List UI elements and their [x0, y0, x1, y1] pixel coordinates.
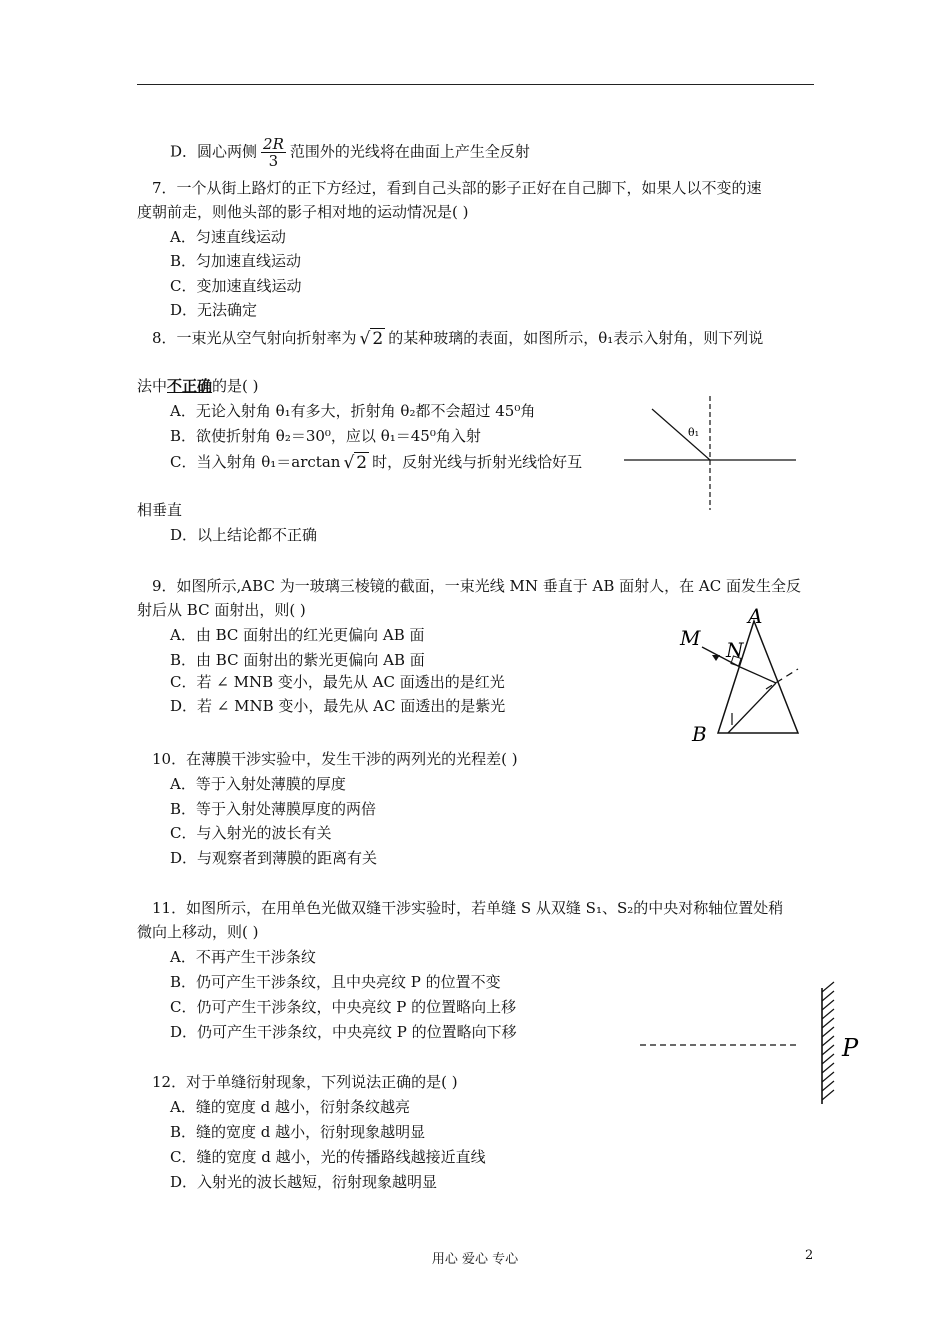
q8-refraction-diagram — [620, 392, 800, 514]
hatch-stroke — [822, 1045, 834, 1055]
q10-option-d: D．与观察者到薄膜的距离有关 — [170, 849, 378, 867]
q6-d-suffix: 范围外的光线将在曲面上产生全反射 — [289, 142, 530, 161]
q9-stem-line1: 9．如图所示,ABC 为一玻璃三棱镜的截面，一束光线 MN 垂直于 AB 面射人，在 AC 面发生全反 — [152, 577, 801, 595]
ray-inside — [740, 667, 776, 683]
fraction — [261, 136, 286, 169]
hatch-stroke — [822, 1090, 834, 1100]
q8-option-b: B．欲使折射角 θ₂＝30⁰，应以 θ₁＝45⁰角入射 — [170, 427, 481, 445]
q11-option-b: B．仍可产生干涉条纹，且中央亮纹 P 的位置不变 — [170, 973, 501, 991]
q10-stem: 10．在薄膜干涉实验中，发生干涉的两列光的光程差( ) — [152, 750, 518, 768]
q7-option-a: A．匀速直线运动 — [170, 228, 286, 246]
ac-normal-dash — [766, 669, 798, 689]
q8-option-a: A．无论入射角 θ₁有多大，折射角 θ₂都不会超过 45⁰角 — [170, 402, 536, 420]
q12-stem: 12．对于单缝衍射现象，下列说法正确的是( ) — [152, 1073, 458, 1091]
sqrt-expression: √ 2 — [359, 329, 384, 349]
label-n: N — [726, 638, 744, 662]
q8-option-d: D．以上结论都不正确 — [170, 526, 318, 544]
hatch-stroke — [822, 1000, 834, 1010]
hatch-stroke — [822, 1036, 834, 1046]
q7-option-b: B．匀加速直线运动 — [170, 252, 302, 270]
label-a: A — [748, 604, 763, 628]
q8-c-pre: C．当入射角 θ₁＝arctan — [170, 453, 341, 471]
q8-stem-post: 的某种玻璃的表面，如图所示，θ₁表示入射角，则下列说 — [388, 329, 764, 347]
label-b: B — [692, 722, 707, 746]
q11-option-d: D．仍可产生干涉条纹，中央亮纹 P 的位置略向下移 — [170, 1023, 517, 1041]
q6-option-d — [170, 136, 530, 169]
q11-stem-line2: 微向上移动，则( ) — [137, 923, 259, 941]
q11-option-a: A．不再产生干涉条纹 — [170, 948, 316, 966]
hatch-stroke — [822, 1018, 834, 1028]
incident-ray — [652, 409, 710, 460]
q8-c-post: 时，反射光线与折射光线恰好互 — [372, 453, 583, 471]
q11-option-c: C．仍可产生干涉条纹，中央亮纹 P 的位置略向上移 — [170, 998, 517, 1016]
q7-stem-line1: 7．一个从街上路灯的正下方经过，看到自己头部的影子正好在自己脚下，如果人以不变的速 — [152, 179, 762, 197]
q7-option-d: D．无法确定 — [170, 301, 258, 319]
fraction-denominator: 3 — [268, 152, 279, 170]
q8-option-c — [170, 452, 582, 473]
sqrt-radicand: 2 — [356, 453, 368, 473]
q8-option-c-continued: 相垂直 — [137, 501, 183, 519]
reflected-ray — [728, 683, 776, 733]
q8-emphasis: 不正确 — [167, 377, 213, 395]
hatch-stroke — [822, 982, 834, 992]
q9-option-b: B．由 BC 面射出的紫光更偏向 AB 面 — [170, 651, 425, 669]
page-number: 2 — [805, 1248, 814, 1263]
q9-prism-diagram — [676, 605, 816, 747]
sqrt-expression: √ 2 — [343, 453, 368, 473]
fraction-numerator: 2R — [263, 135, 284, 153]
q8-stem-line1 — [152, 328, 763, 349]
hatch-stroke — [822, 1081, 834, 1091]
screen-hatching — [822, 982, 834, 1100]
q12-option-d: D．入射光的波长越短，衍射现象越明显 — [170, 1173, 438, 1191]
q8-stem-pre: 8．一束光从空气射向折射率为 — [152, 329, 357, 347]
q8-stem-line2-post: 的是( ) — [212, 377, 259, 395]
q10-option-a: A．等于入射处薄膜的厚度 — [170, 775, 346, 793]
q10-option-c: C．与入射光的波长有关 — [170, 824, 332, 842]
q9-option-c: C．若 ∠ MNB 变小，最先从 AC 面透出的是红光 — [170, 673, 505, 691]
q9-option-d: D．若 ∠ MNB 变小，最先从 AC 面透出的是紫光 — [170, 697, 506, 715]
q9-stem-line2: 射后从 BC 面射出，则( ) — [137, 601, 306, 619]
hatch-stroke — [822, 1009, 834, 1019]
q8-stem-line2 — [137, 376, 259, 396]
q11-screen-diagram — [636, 984, 876, 1110]
q6-d-prefix: D．圆心两侧 — [170, 142, 258, 161]
hatch-stroke — [822, 1063, 834, 1073]
q9-option-a: A．由 BC 面射出的红光更偏向 AB 面 — [170, 626, 425, 644]
q10-option-b: B．等于入射处薄膜厚度的两倍 — [170, 800, 377, 818]
page-footer: 用心 爱心 专心 — [431, 1252, 519, 1267]
q12-option-a: A．缝的宽度 d 越小，衍射条纹越亮 — [170, 1098, 410, 1116]
hatch-stroke — [822, 1027, 834, 1037]
q12-option-c: C．缝的宽度 d 越小，光的传播路线越接近直线 — [170, 1148, 486, 1166]
hatch-stroke — [822, 1072, 834, 1082]
header-rule — [137, 84, 814, 85]
hatch-stroke — [822, 1054, 834, 1064]
q7-option-c: C．变加速直线运动 — [170, 277, 302, 295]
ray-arrow — [712, 655, 720, 661]
q7-stem-line2: 度朝前走，则他头部的影子相对地的运动情况是( ) — [137, 203, 469, 221]
q12-option-b: B．缝的宽度 d 越小，衍射现象越明显 — [170, 1123, 426, 1141]
theta1-label: θ₁ — [688, 426, 700, 439]
label-p: P — [842, 1034, 859, 1062]
hatch-stroke — [822, 991, 834, 1001]
q11-stem-line1: 11．如图所示，在用单色光做双缝干涉实验时，若单缝 S 从双缝 S₁、S₂的中央对称轴位置处稍 — [152, 899, 784, 917]
label-m: M — [680, 626, 701, 650]
q8-stem-line2-pre: 法中 — [137, 377, 168, 395]
sqrt-radicand: 2 — [372, 329, 384, 349]
